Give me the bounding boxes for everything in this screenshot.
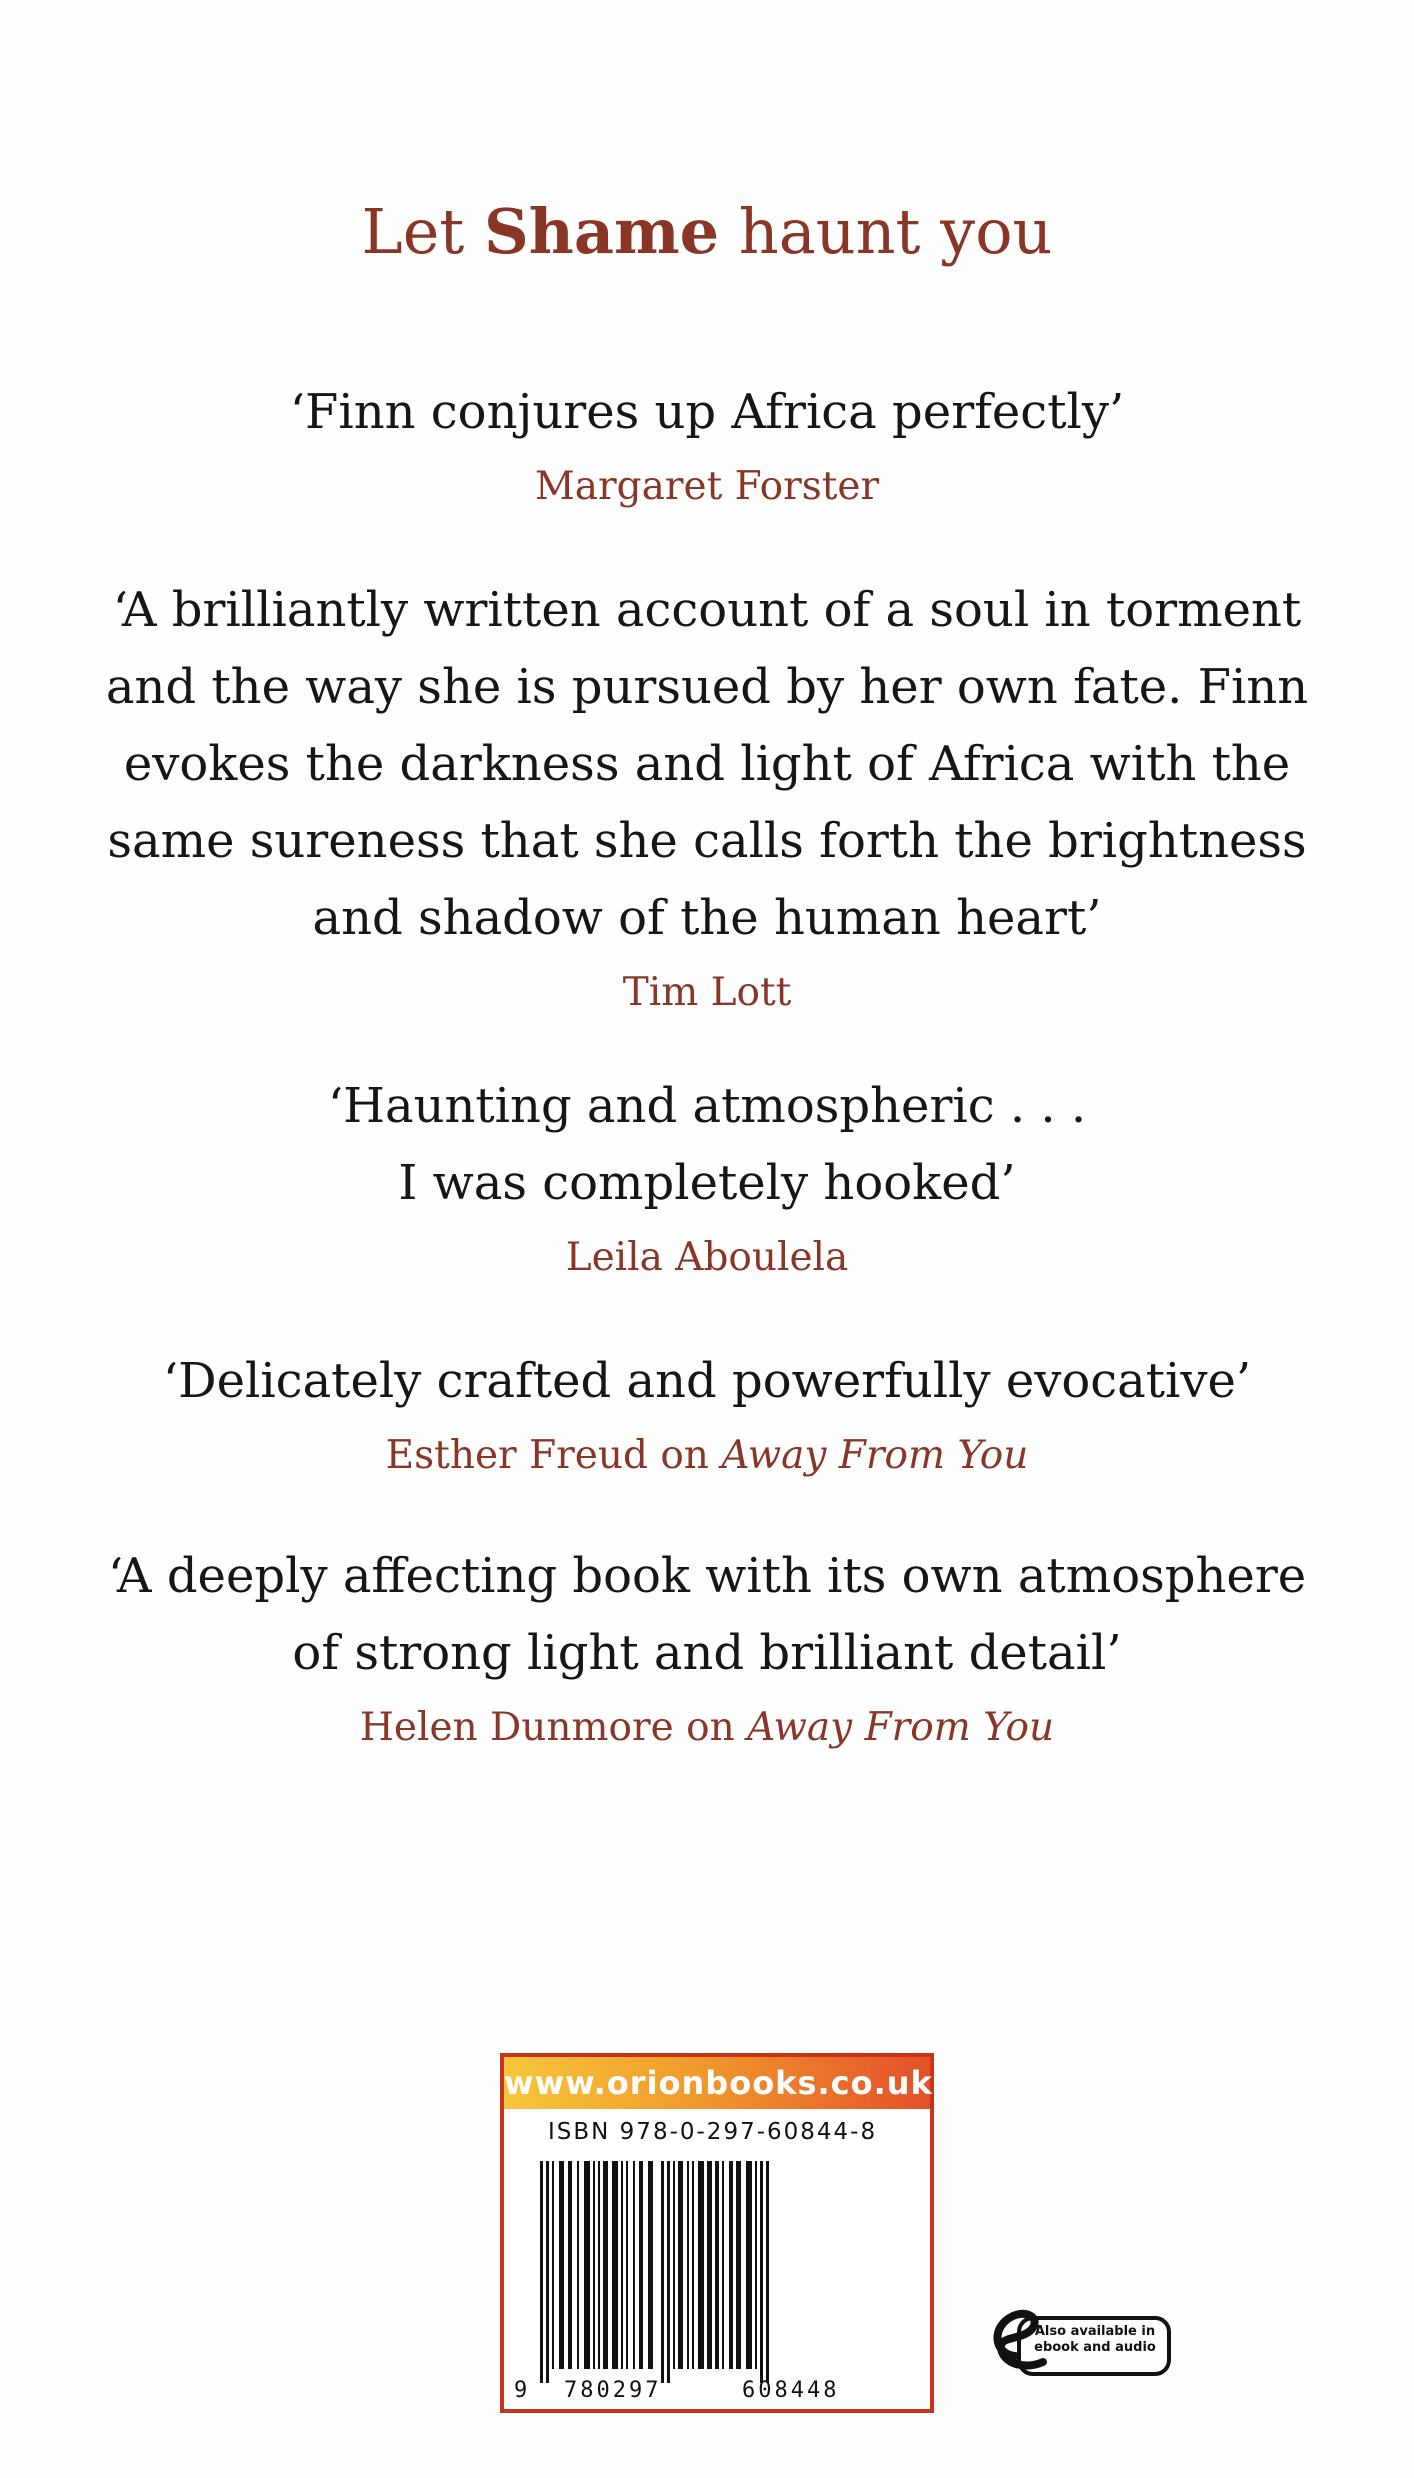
barcode-bar — [687, 2161, 689, 2369]
quote-attribution: Tim Lott — [622, 970, 792, 1015]
quote-tim-lott — [100, 572, 1314, 1018]
quote-line: ‘Haunting and atmospheric . . . — [327, 1078, 1087, 1134]
headline-emphasis: Shame — [484, 195, 720, 268]
barcode-bar — [612, 2161, 618, 2369]
barcode-bar — [678, 2161, 683, 2369]
quote-line: I was completely hooked’ — [398, 1155, 1016, 1211]
quote-line: and the way she is pursued by her own fate. Finn — [105, 659, 1309, 715]
quote-line: of strong light and brilliant detail’ — [292, 1625, 1122, 1681]
barcode-digits-right: 608448 — [742, 2378, 840, 2403]
barcode-bar — [661, 2161, 664, 2383]
barcode-bar — [692, 2161, 694, 2369]
quote-line: ‘A brilliantly written account of a soul in torment — [112, 582, 1302, 638]
barcode-bar — [552, 2161, 554, 2369]
barcode-digit-first: 9 — [514, 2378, 528, 2403]
barcode-bar — [667, 2161, 670, 2383]
barcode-bar — [722, 2161, 724, 2369]
ebook-audio-badge — [985, 2296, 1175, 2396]
quote-line: ‘Delicately crafted and powerfully evocative’ — [162, 1353, 1252, 1409]
headline-suffix: haunt you — [719, 195, 1053, 268]
quote-leila-aboulela — [100, 1068, 1314, 1283]
headline — [0, 195, 1414, 269]
quote-attribution: Margaret Forster — [534, 464, 880, 509]
barcode-bar — [540, 2161, 543, 2383]
headline-prefix: Let — [361, 195, 485, 268]
publisher-url: www.orionbooks.co.uk — [504, 2057, 930, 2109]
quote-margaret-forster — [100, 374, 1314, 512]
barcode-bar — [673, 2161, 675, 2369]
barcode-bar — [746, 2161, 752, 2369]
quote-attribution: Esther Freud on Away From You — [385, 1433, 1029, 1478]
barcode-bar — [546, 2161, 549, 2383]
quote-source-title: Away From You — [721, 1433, 1029, 1478]
barcode-bar — [648, 2161, 653, 2369]
barcode-bar — [698, 2161, 704, 2369]
quote-line: evokes the darkness and light of Africa with the — [123, 736, 1291, 792]
barcode-bar — [707, 2161, 712, 2369]
barcode-bar — [593, 2161, 595, 2369]
barcode-bar — [603, 2161, 608, 2369]
barcode-digits-left: 780297 — [564, 2378, 662, 2403]
quote-attribution: Leila Aboulela — [565, 1235, 849, 1280]
quote-line: and shadow of the human heart’ — [312, 890, 1102, 946]
barcode-box — [500, 2053, 934, 2413]
ebook-badge-line1: Also available in — [1034, 2324, 1156, 2339]
barcode-bar — [755, 2161, 757, 2369]
barcode-bar — [729, 2161, 733, 2369]
barcode-bar — [584, 2161, 590, 2369]
quote-line: ‘A deeply affecting book with its own atmosphere — [107, 1548, 1307, 1604]
barcode-bar — [736, 2161, 741, 2369]
quote-attribution: Helen Dunmore on Away From You — [359, 1705, 1055, 1750]
barcode-bar — [559, 2161, 564, 2369]
barcode-bar — [760, 2161, 763, 2383]
barcode-bar — [633, 2161, 635, 2369]
barcode-bar — [626, 2161, 628, 2369]
barcode-bar — [598, 2161, 600, 2369]
quote-source-title: Away From You — [747, 1705, 1055, 1750]
barcode-bar — [621, 2161, 623, 2369]
barcode-bar — [639, 2161, 643, 2369]
ebook-badge-text — [1025, 2324, 1165, 2356]
quote-helen-dunmore — [100, 1538, 1314, 1753]
ebook-badge-line2: ebook and audio — [1034, 2340, 1156, 2355]
isbn-label: ISBN 978-0-297-60844-8 — [548, 2119, 878, 2145]
quote-line: ‘Finn conjures up Africa perfectly’ — [289, 384, 1125, 440]
barcode-bar — [715, 2161, 719, 2369]
barcode-icon — [504, 2057, 930, 2409]
barcode-bar — [766, 2161, 769, 2383]
quote-esther-freud — [100, 1343, 1314, 1481]
barcode-bar — [577, 2161, 579, 2369]
quote-line: same sureness that she calls forth the brightness — [107, 813, 1307, 869]
barcode-bar — [568, 2161, 572, 2369]
